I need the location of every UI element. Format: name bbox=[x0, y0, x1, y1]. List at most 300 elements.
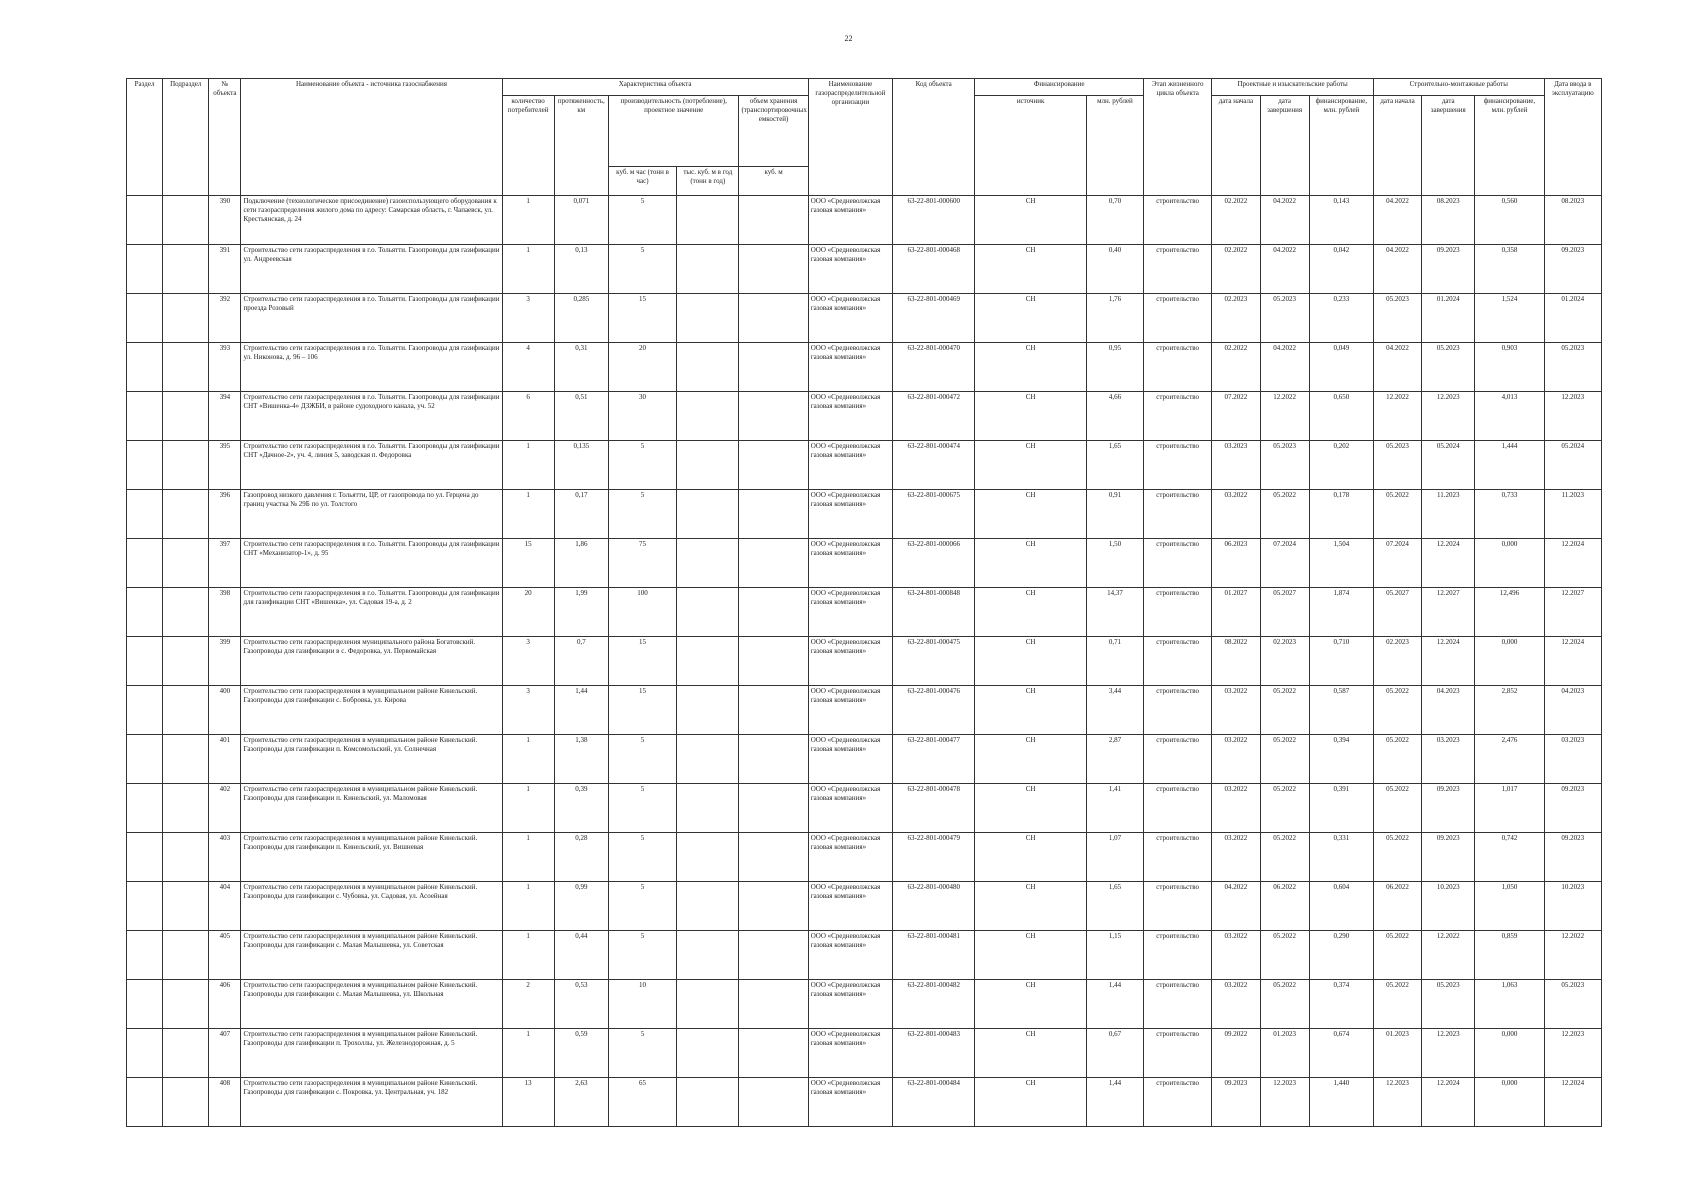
cell-object-number: 401 bbox=[209, 735, 241, 784]
cell-construction-start: 06.2022 bbox=[1373, 882, 1421, 931]
cell-fin-source: СН bbox=[975, 686, 1086, 735]
cell-construction-end: 09.2023 bbox=[1422, 784, 1475, 833]
cell-storage bbox=[739, 833, 808, 882]
cell-design-start: 03.2022 bbox=[1212, 980, 1260, 1029]
cell-object-name: Строительство сети газораспределения в муниципальном районе Кинельский. Газопроводы для газификации п. Комсомольский, ул. Солнечная bbox=[241, 735, 502, 784]
cell-lifecycle-stage: строительство bbox=[1144, 539, 1212, 588]
cell-fin-amount: 0,95 bbox=[1086, 343, 1143, 392]
cell-construction-start: 01.2023 bbox=[1373, 1029, 1421, 1078]
cell-podrazdel bbox=[163, 245, 209, 294]
cell-design-end: 06.2022 bbox=[1260, 882, 1309, 931]
cell-capacity-year bbox=[677, 1078, 739, 1127]
cell-object-code: 63-24-801-000848 bbox=[893, 588, 975, 637]
cell-commissioning-date: 05.2024 bbox=[1544, 441, 1601, 490]
cell-organization: ООО «Средневолжская газовая компания» bbox=[808, 784, 892, 833]
header-capacity-year: тыс. куб. м в год (тонн в год) bbox=[677, 167, 739, 196]
cell-construction-financing: 1,017 bbox=[1475, 784, 1544, 833]
cell-object-number: 391 bbox=[209, 245, 241, 294]
cell-capacity-year bbox=[677, 784, 739, 833]
cell-fin-amount: 3,44 bbox=[1086, 686, 1143, 735]
cell-construction-financing: 0,560 bbox=[1475, 196, 1544, 245]
cell-storage bbox=[739, 294, 808, 343]
cell-commissioning-date: 05.2023 bbox=[1544, 343, 1601, 392]
cell-consumer-count: 3 bbox=[502, 686, 554, 735]
cell-consumer-count: 3 bbox=[502, 637, 554, 686]
cell-object-number: 393 bbox=[209, 343, 241, 392]
cell-capacity-hour: 5 bbox=[608, 245, 676, 294]
cell-storage bbox=[739, 980, 808, 1029]
cell-fin-source: СН bbox=[975, 882, 1086, 931]
cell-length: 0,99 bbox=[554, 882, 608, 931]
cell-podrazdel bbox=[163, 392, 209, 441]
table-row bbox=[127, 588, 1602, 637]
cell-construction-financing: 0,000 bbox=[1475, 1029, 1544, 1078]
cell-commissioning-date: 12.2024 bbox=[1544, 1078, 1601, 1127]
cell-design-financing: 0,233 bbox=[1309, 294, 1373, 343]
cell-construction-end: 01.2024 bbox=[1422, 294, 1475, 343]
cell-fin-source: СН bbox=[975, 931, 1086, 980]
cell-construction-end: 05.2024 bbox=[1422, 441, 1475, 490]
cell-design-financing: 0,042 bbox=[1309, 245, 1373, 294]
header-design-start: дата начала bbox=[1212, 96, 1260, 196]
cell-object-number: 408 bbox=[209, 1078, 241, 1127]
cell-construction-start: 07.2024 bbox=[1373, 539, 1421, 588]
cell-object-number: 407 bbox=[209, 1029, 241, 1078]
cell-design-start: 03.2022 bbox=[1212, 784, 1260, 833]
cell-object-name: Строительство сети газораспределения в муниципальном районе Кинельский. Газопроводы для газификации п. Кинельский, ул. Маломовая bbox=[241, 784, 502, 833]
cell-capacity-hour: 65 bbox=[608, 1078, 676, 1127]
cell-capacity-year bbox=[677, 392, 739, 441]
cell-lifecycle-stage: строительство bbox=[1144, 637, 1212, 686]
cell-construction-start: 04.2022 bbox=[1373, 245, 1421, 294]
cell-fin-source: СН bbox=[975, 735, 1086, 784]
cell-capacity-hour: 5 bbox=[608, 882, 676, 931]
cell-capacity-hour: 5 bbox=[608, 833, 676, 882]
cell-object-code: 63-22-801-000479 bbox=[893, 833, 975, 882]
cell-object-number: 392 bbox=[209, 294, 241, 343]
cell-commissioning-date: 12.2023 bbox=[1544, 1029, 1601, 1078]
cell-fin-amount: 0,71 bbox=[1086, 637, 1143, 686]
cell-construction-start: 05.2022 bbox=[1373, 980, 1421, 1029]
header-construction-end: дата завершения bbox=[1422, 96, 1475, 196]
page-number: 22 bbox=[844, 34, 853, 43]
cell-consumer-count: 1 bbox=[502, 196, 554, 245]
cell-commissioning-date: 04.2023 bbox=[1544, 686, 1601, 735]
cell-design-financing: 0,290 bbox=[1309, 931, 1373, 980]
cell-lifecycle-stage: строительство bbox=[1144, 392, 1212, 441]
cell-design-start: 08.2022 bbox=[1212, 637, 1260, 686]
cell-object-code: 63-22-801-000477 bbox=[893, 735, 975, 784]
cell-construction-financing: 1,524 bbox=[1475, 294, 1544, 343]
cell-fin-source: СН bbox=[975, 588, 1086, 637]
cell-storage bbox=[739, 931, 808, 980]
cell-object-name: Строительство сети газораспределения в муниципальном районе Кинельский. Газопроводы для газификации с. Чубовка, ул. Садовая, ул. Асоейная bbox=[241, 882, 502, 931]
cell-object-code: 63-22-801-000469 bbox=[893, 294, 975, 343]
header-commissioning-date: Дата ввода в эксплуатацию bbox=[1544, 79, 1601, 196]
cell-podrazdel bbox=[163, 441, 209, 490]
table-row bbox=[127, 392, 1602, 441]
cell-object-number: 394 bbox=[209, 392, 241, 441]
cell-design-end: 05.2022 bbox=[1260, 980, 1309, 1029]
cell-capacity-year bbox=[677, 833, 739, 882]
table-row bbox=[127, 735, 1602, 784]
cell-fin-amount: 0,40 bbox=[1086, 245, 1143, 294]
header-capacity: производительность (потребление), проектное значение bbox=[608, 96, 739, 167]
cell-capacity-hour: 10 bbox=[608, 980, 676, 1029]
cell-consumer-count: 6 bbox=[502, 392, 554, 441]
cell-object-code: 63-22-801-000600 bbox=[893, 196, 975, 245]
header-storage-unit: куб. м bbox=[739, 167, 808, 196]
cell-construction-end: 12.2024 bbox=[1422, 1078, 1475, 1127]
cell-razdel bbox=[127, 735, 163, 784]
cell-object-code: 63-22-801-000483 bbox=[893, 1029, 975, 1078]
cell-design-end: 01.2023 bbox=[1260, 1029, 1309, 1078]
cell-commissioning-date: 05.2023 bbox=[1544, 980, 1601, 1029]
cell-object-code: 63-22-801-000482 bbox=[893, 980, 975, 1029]
cell-length: 0,51 bbox=[554, 392, 608, 441]
cell-construction-start: 04.2022 bbox=[1373, 343, 1421, 392]
cell-commissioning-date: 11.2023 bbox=[1544, 490, 1601, 539]
cell-podrazdel bbox=[163, 833, 209, 882]
cell-object-name: Строительство сети газораспределения в г.о. Тольятти. Газопроводы для газификации ул. Никонова, д. 96 – 106 bbox=[241, 343, 502, 392]
cell-commissioning-date: 12.2023 bbox=[1544, 392, 1601, 441]
cell-object-name: Строительство сети газораспределения в г.о. Тольятти. Газопроводы для газификации проезда Розовый bbox=[241, 294, 502, 343]
cell-construction-start: 05.2023 bbox=[1373, 441, 1421, 490]
cell-fin-amount: 0,67 bbox=[1086, 1029, 1143, 1078]
cell-construction-financing: 0,742 bbox=[1475, 833, 1544, 882]
cell-consumer-count: 2 bbox=[502, 980, 554, 1029]
cell-capacity-year bbox=[677, 490, 739, 539]
cell-object-code: 63-22-801-000468 bbox=[893, 245, 975, 294]
cell-commissioning-date: 10.2023 bbox=[1544, 882, 1601, 931]
cell-storage bbox=[739, 441, 808, 490]
cell-consumer-count: 1 bbox=[502, 441, 554, 490]
cell-organization: ООО «Средневолжская газовая компания» bbox=[808, 882, 892, 931]
cell-storage bbox=[739, 490, 808, 539]
cell-podrazdel bbox=[163, 931, 209, 980]
header-construction-works: Строительно-монтажные работы bbox=[1373, 79, 1544, 96]
cell-design-start: 03.2022 bbox=[1212, 931, 1260, 980]
cell-length: 0,071 bbox=[554, 196, 608, 245]
cell-length: 0,28 bbox=[554, 833, 608, 882]
cell-design-end: 12.2022 bbox=[1260, 392, 1309, 441]
cell-construction-financing: 0,903 bbox=[1475, 343, 1544, 392]
cell-fin-amount: 1,44 bbox=[1086, 1078, 1143, 1127]
cell-object-name: Строительство сети газораспределения в г.о. Тольятти. Газопроводы для газификации СНТ «Вишенка-4» ДЗЖБИ, в районе судоходного канала, уч. 52 bbox=[241, 392, 502, 441]
cell-organization: ООО «Средневолжская газовая компания» bbox=[808, 1078, 892, 1127]
cell-length: 2,63 bbox=[554, 1078, 608, 1127]
cell-podrazdel bbox=[163, 1029, 209, 1078]
cell-storage bbox=[739, 784, 808, 833]
cell-capacity-hour: 20 bbox=[608, 343, 676, 392]
table-row bbox=[127, 882, 1602, 931]
cell-organization: ООО «Средневолжская газовая компания» bbox=[808, 588, 892, 637]
cell-construction-end: 12.2027 bbox=[1422, 588, 1475, 637]
cell-design-start: 03.2023 bbox=[1212, 441, 1260, 490]
cell-construction-financing: 12,496 bbox=[1475, 588, 1544, 637]
cell-capacity-hour: 5 bbox=[608, 196, 676, 245]
cell-consumer-count: 1 bbox=[502, 245, 554, 294]
cell-fin-source: СН bbox=[975, 196, 1086, 245]
cell-fin-amount: 1,44 bbox=[1086, 980, 1143, 1029]
cell-object-name: Строительство сети газораспределения в муниципальном районе Кинельский. Газопроводы для газификации с. Бобровка, ул. Кирова bbox=[241, 686, 502, 735]
cell-design-financing: 0,391 bbox=[1309, 784, 1373, 833]
cell-design-start: 02.2022 bbox=[1212, 196, 1260, 245]
table-row bbox=[127, 637, 1602, 686]
cell-capacity-year bbox=[677, 343, 739, 392]
cell-fin-amount: 2,87 bbox=[1086, 735, 1143, 784]
cell-lifecycle-stage: строительство bbox=[1144, 784, 1212, 833]
cell-object-name: Строительство сети газораспределения в г.о. Тольятти. Газопроводы для газификации СНТ «Дачное-2», уч. 4, линия 5, заводская п. Федоровка bbox=[241, 441, 502, 490]
cell-object-code: 63-22-801-000480 bbox=[893, 882, 975, 931]
cell-construction-financing: 0,000 bbox=[1475, 637, 1544, 686]
cell-construction-financing: 4,013 bbox=[1475, 392, 1544, 441]
cell-object-code: 63-22-801-000472 bbox=[893, 392, 975, 441]
table-row bbox=[127, 294, 1602, 343]
cell-design-end: 05.2023 bbox=[1260, 294, 1309, 343]
header-razdel: Раздел bbox=[127, 79, 163, 196]
cell-object-code: 63-22-801-000484 bbox=[893, 1078, 975, 1127]
cell-construction-financing: 0,000 bbox=[1475, 539, 1544, 588]
cell-length: 0,53 bbox=[554, 980, 608, 1029]
cell-construction-start: 05.2022 bbox=[1373, 931, 1421, 980]
table-row bbox=[127, 539, 1602, 588]
cell-podrazdel bbox=[163, 637, 209, 686]
header-design-works: Проектные и изыскательские работы bbox=[1212, 79, 1374, 96]
cell-object-name: Строительство сети газораспределения в муниципальном районе Кинельский. Газопроводы для газификации п. Кинельский, ул. Вишневая bbox=[241, 833, 502, 882]
table-row bbox=[127, 686, 1602, 735]
cell-organization: ООО «Средневолжская газовая компания» bbox=[808, 980, 892, 1029]
cell-design-end: 05.2023 bbox=[1260, 441, 1309, 490]
cell-storage bbox=[739, 686, 808, 735]
cell-podrazdel bbox=[163, 1078, 209, 1127]
cell-lifecycle-stage: строительство bbox=[1144, 196, 1212, 245]
cell-construction-financing: 0,000 bbox=[1475, 1078, 1544, 1127]
cell-construction-end: 08.2023 bbox=[1422, 196, 1475, 245]
cell-capacity-hour: 15 bbox=[608, 686, 676, 735]
cell-length: 1,44 bbox=[554, 686, 608, 735]
cell-storage bbox=[739, 245, 808, 294]
header-construction-financing: финансирование, млн. рублей bbox=[1475, 96, 1544, 196]
header-fin-amount: млн. рублей bbox=[1086, 96, 1143, 196]
cell-object-name: Подключение (технологическое присоединение) газоиспользующего оборудования к сети газораспределения жилого дома по адресу: Самарская область, г. Чапаевск, ул. Крестьянская, д. 24 bbox=[241, 196, 502, 245]
cell-commissioning-date: 03.2023 bbox=[1544, 735, 1601, 784]
cell-capacity-year bbox=[677, 980, 739, 1029]
header-storage: объем хранения (транспортировочных емкостей) bbox=[739, 96, 808, 167]
cell-construction-start: 05.2022 bbox=[1373, 735, 1421, 784]
header-podrazdel: Подраздел bbox=[163, 79, 209, 196]
cell-organization: ООО «Средневолжская газовая компания» bbox=[808, 343, 892, 392]
cell-object-code: 63-22-801-000675 bbox=[893, 490, 975, 539]
cell-construction-financing: 1,444 bbox=[1475, 441, 1544, 490]
cell-object-code: 63-22-801-000476 bbox=[893, 686, 975, 735]
cell-capacity-hour: 75 bbox=[608, 539, 676, 588]
cell-capacity-hour: 30 bbox=[608, 392, 676, 441]
cell-object-number: 397 bbox=[209, 539, 241, 588]
cell-razdel bbox=[127, 1078, 163, 1127]
cell-fin-amount: 1,41 bbox=[1086, 784, 1143, 833]
cell-fin-source: СН bbox=[975, 245, 1086, 294]
cell-storage bbox=[739, 1029, 808, 1078]
cell-razdel bbox=[127, 931, 163, 980]
cell-object-number: 390 bbox=[209, 196, 241, 245]
cell-design-start: 02.2023 bbox=[1212, 294, 1260, 343]
cell-commissioning-date: 01.2024 bbox=[1544, 294, 1601, 343]
cell-organization: ООО «Средневолжская газовая компания» bbox=[808, 931, 892, 980]
cell-construction-start: 05.2022 bbox=[1373, 784, 1421, 833]
cell-object-code: 63-22-801-000470 bbox=[893, 343, 975, 392]
cell-design-end: 07.2024 bbox=[1260, 539, 1309, 588]
cell-razdel bbox=[127, 490, 163, 539]
cell-storage bbox=[739, 882, 808, 931]
cell-length: 0,31 bbox=[554, 343, 608, 392]
cell-razdel bbox=[127, 245, 163, 294]
cell-design-start: 04.2022 bbox=[1212, 882, 1260, 931]
cell-object-number: 400 bbox=[209, 686, 241, 735]
cell-capacity-year bbox=[677, 882, 739, 931]
cell-organization: ООО «Средневолжская газовая компания» bbox=[808, 1029, 892, 1078]
cell-construction-end: 05.2023 bbox=[1422, 343, 1475, 392]
cell-design-end: 05.2022 bbox=[1260, 833, 1309, 882]
cell-fin-source: СН bbox=[975, 490, 1086, 539]
cell-capacity-year bbox=[677, 686, 739, 735]
cell-capacity-hour: 5 bbox=[608, 784, 676, 833]
cell-object-number: 396 bbox=[209, 490, 241, 539]
cell-design-financing: 1,504 bbox=[1309, 539, 1373, 588]
cell-storage bbox=[739, 392, 808, 441]
header-financing: Финансирование bbox=[975, 79, 1144, 96]
cell-fin-source: СН bbox=[975, 1078, 1086, 1127]
cell-construction-end: 09.2023 bbox=[1422, 245, 1475, 294]
table-row bbox=[127, 784, 1602, 833]
cell-design-start: 03.2022 bbox=[1212, 686, 1260, 735]
cell-lifecycle-stage: строительство bbox=[1144, 294, 1212, 343]
cell-consumer-count: 20 bbox=[502, 588, 554, 637]
cell-razdel bbox=[127, 539, 163, 588]
cell-object-name: Строительство сети газораспределения в муниципальном районе Кинельский. Газопроводы для газификации п. Трохоллы, ул. Железнодорожная, д. 5 bbox=[241, 1029, 502, 1078]
cell-organization: ООО «Средневолжская газовая компания» bbox=[808, 441, 892, 490]
table-row bbox=[127, 490, 1602, 539]
cell-commissioning-date: 12.2024 bbox=[1544, 539, 1601, 588]
header-organization: Наименование газораспределительной организации bbox=[808, 79, 892, 196]
cell-construction-start: 05.2023 bbox=[1373, 294, 1421, 343]
header-object-code: Код объекта bbox=[893, 79, 975, 196]
cell-lifecycle-stage: строительство bbox=[1144, 735, 1212, 784]
cell-construction-financing: 0,358 bbox=[1475, 245, 1544, 294]
cell-lifecycle-stage: строительство bbox=[1144, 882, 1212, 931]
cell-razdel bbox=[127, 833, 163, 882]
cell-lifecycle-stage: строительство bbox=[1144, 1029, 1212, 1078]
gas-objects-table bbox=[126, 78, 1602, 1127]
cell-capacity-year bbox=[677, 196, 739, 245]
cell-podrazdel bbox=[163, 343, 209, 392]
cell-consumer-count: 1 bbox=[502, 490, 554, 539]
cell-construction-end: 10.2023 bbox=[1422, 882, 1475, 931]
cell-podrazdel bbox=[163, 980, 209, 1029]
cell-organization: ООО «Средневолжская газовая компания» bbox=[808, 735, 892, 784]
header-construction-start: дата начала bbox=[1373, 96, 1421, 196]
header-design-end: дата завершения bbox=[1260, 96, 1309, 196]
cell-consumer-count: 1 bbox=[502, 784, 554, 833]
cell-object-number: 395 bbox=[209, 441, 241, 490]
cell-length: 1,38 bbox=[554, 735, 608, 784]
cell-object-number: 398 bbox=[209, 588, 241, 637]
cell-commissioning-date: 12.2022 bbox=[1544, 931, 1601, 980]
cell-design-end: 05.2022 bbox=[1260, 784, 1309, 833]
cell-fin-source: СН bbox=[975, 980, 1086, 1029]
table-row bbox=[127, 343, 1602, 392]
cell-storage bbox=[739, 1078, 808, 1127]
cell-construction-financing: 0,733 bbox=[1475, 490, 1544, 539]
header-object-name: Наименование объекта - источника газоснабжения bbox=[241, 79, 502, 196]
cell-design-start: 06.2023 bbox=[1212, 539, 1260, 588]
header-capacity-hour: куб. м час (тонн в час) bbox=[608, 167, 676, 196]
cell-organization: ООО «Средневолжская газовая компания» bbox=[808, 294, 892, 343]
cell-design-end: 04.2022 bbox=[1260, 245, 1309, 294]
cell-construction-financing: 2,852 bbox=[1475, 686, 1544, 735]
cell-capacity-hour: 5 bbox=[608, 490, 676, 539]
cell-construction-start: 05.2022 bbox=[1373, 833, 1421, 882]
cell-consumer-count: 15 bbox=[502, 539, 554, 588]
cell-capacity-year bbox=[677, 294, 739, 343]
header-fin-source: источник bbox=[975, 96, 1086, 196]
cell-construction-financing: 2,476 bbox=[1475, 735, 1544, 784]
cell-capacity-year bbox=[677, 441, 739, 490]
cell-design-end: 05.2022 bbox=[1260, 686, 1309, 735]
cell-design-start: 01.2027 bbox=[1212, 588, 1260, 637]
cell-organization: ООО «Средневолжская газовая компания» bbox=[808, 392, 892, 441]
cell-length: 0,7 bbox=[554, 637, 608, 686]
header-design-financing: финансирование, млн. рублей bbox=[1309, 96, 1373, 196]
cell-consumer-count: 1 bbox=[502, 882, 554, 931]
header-lifecycle-stage: Этап жизненного цикла объекта bbox=[1144, 79, 1212, 196]
cell-object-number: 403 bbox=[209, 833, 241, 882]
cell-consumer-count: 1 bbox=[502, 735, 554, 784]
cell-razdel bbox=[127, 392, 163, 441]
cell-design-financing: 0,178 bbox=[1309, 490, 1373, 539]
cell-length: 0,44 bbox=[554, 931, 608, 980]
cell-commissioning-date: 12.2024 bbox=[1544, 637, 1601, 686]
cell-capacity-year bbox=[677, 539, 739, 588]
cell-fin-amount: 1,65 bbox=[1086, 882, 1143, 931]
cell-length: 1,99 bbox=[554, 588, 608, 637]
cell-fin-source: СН bbox=[975, 833, 1086, 882]
cell-commissioning-date: 09.2023 bbox=[1544, 833, 1601, 882]
cell-capacity-year bbox=[677, 931, 739, 980]
cell-fin-source: СН bbox=[975, 1029, 1086, 1078]
table-row bbox=[127, 441, 1602, 490]
cell-capacity-year bbox=[677, 735, 739, 784]
cell-length: 0,13 bbox=[554, 245, 608, 294]
cell-capacity-year bbox=[677, 1029, 739, 1078]
cell-storage bbox=[739, 735, 808, 784]
cell-fin-source: СН bbox=[975, 343, 1086, 392]
cell-construction-end: 11.2023 bbox=[1422, 490, 1475, 539]
cell-storage bbox=[739, 588, 808, 637]
cell-fin-source: СН bbox=[975, 392, 1086, 441]
cell-lifecycle-stage: строительство bbox=[1144, 833, 1212, 882]
cell-lifecycle-stage: строительство bbox=[1144, 931, 1212, 980]
cell-design-start: 07.2022 bbox=[1212, 392, 1260, 441]
cell-commissioning-date: 09.2023 bbox=[1544, 784, 1601, 833]
cell-lifecycle-stage: строительство bbox=[1144, 490, 1212, 539]
cell-object-code: 63-22-801-000481 bbox=[893, 931, 975, 980]
cell-object-number: 404 bbox=[209, 882, 241, 931]
cell-design-financing: 0,604 bbox=[1309, 882, 1373, 931]
cell-capacity-hour: 15 bbox=[608, 294, 676, 343]
cell-consumer-count: 1 bbox=[502, 931, 554, 980]
cell-design-end: 05.2027 bbox=[1260, 588, 1309, 637]
